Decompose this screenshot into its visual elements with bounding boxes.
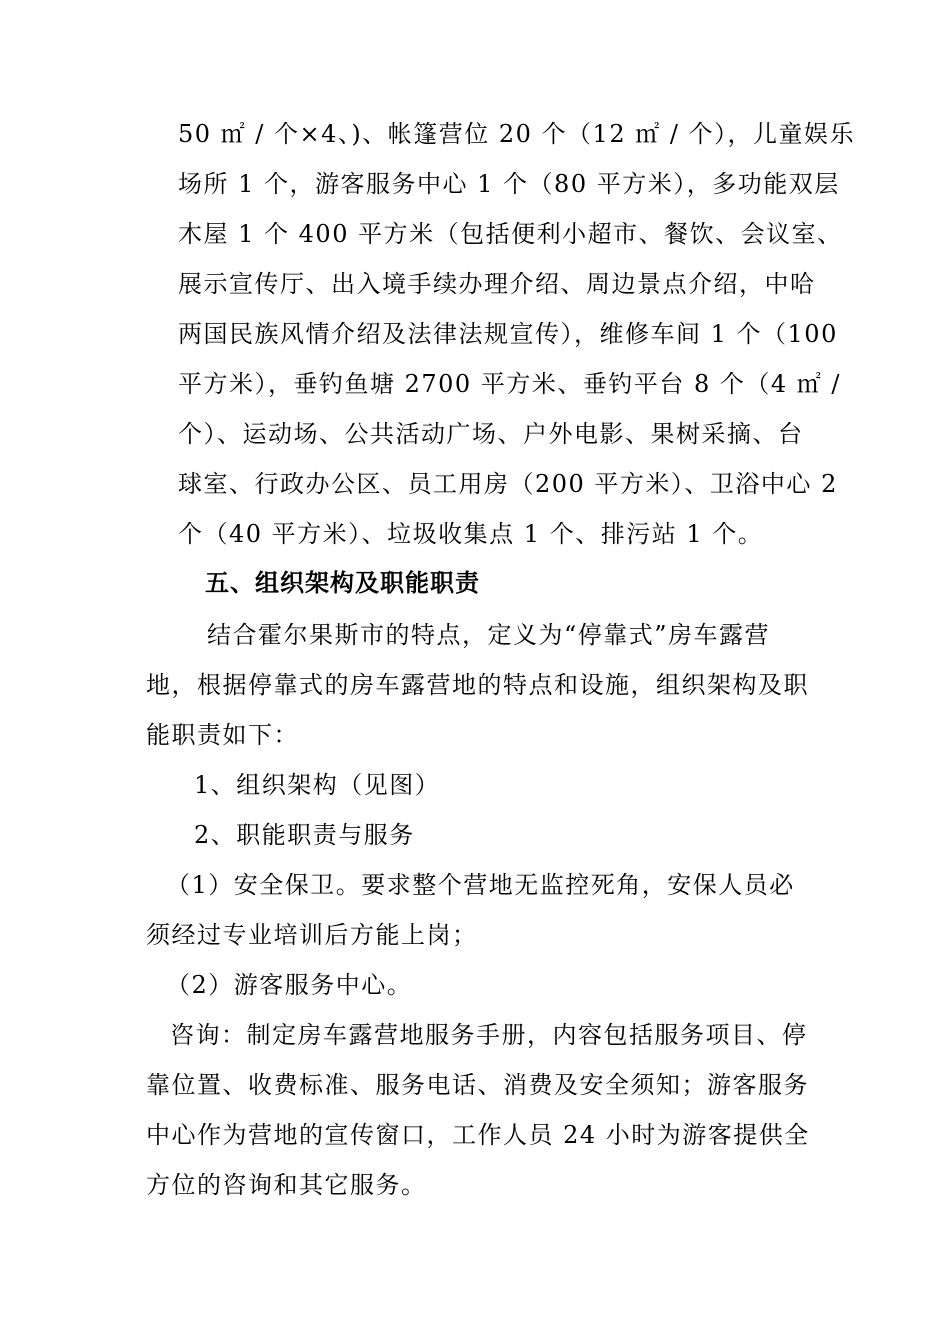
text-line: 能职责如下： xyxy=(146,721,299,749)
text-line: 两国民族风情介绍及法律法规宣传），维修车间 1 个（100 xyxy=(178,320,838,348)
text-line: （1）安全保卫。要求整个营地无监控死角，安保人员必 xyxy=(166,871,795,899)
text-line: 靠位置、收费标准、服务电话、消费及安全须知；游客服务 xyxy=(146,1071,809,1099)
text-line: 须经过专业培训后方能上岗； xyxy=(146,921,478,949)
text-line: 个（40 平方米）、垃圾收集点 1 个、排污站 1 个。 xyxy=(178,520,764,548)
text-line: 50 ㎡ / 个×4、)、帐篷营位 20 个（12 ㎡ / 个），儿童娱乐 xyxy=(178,120,856,148)
text-line: 场所 1 个，游客服务中心 1 个（80 平方米），多功能双层 xyxy=(178,170,840,198)
text-line: 平方米），垂钓鱼塘 2700 平方米、垂钓平台 8 个（4 ㎡ / xyxy=(178,370,841,398)
list-item-duties: 2、职能职责与服务 xyxy=(194,821,415,849)
text-line: 中心作为营地的宣传窗口，工作人员 24 小时为游客提供全 xyxy=(146,1121,810,1149)
text-line: 展示宣传厅、出入境手续办理介绍、周边景点介绍，中哈 xyxy=(178,270,816,298)
text-line: 个）、运动场、公共活动广场、户外电影、果树采摘、台 xyxy=(178,420,804,448)
text-line: 咨询：制定房车露营地服务手册，内容包括服务项目、停 xyxy=(170,1021,808,1049)
visitor-center-item: （2）游客服务中心。 xyxy=(166,971,413,999)
text-line: 木屋 1 个 400 平方米（包括便利小超市、餐饮、会议室、 xyxy=(178,220,843,248)
text-line: 结合霍尔果斯市的特点，定义为“停靠式”房车露营 xyxy=(207,621,771,649)
list-item-org-structure: 1、组织架构（见图） xyxy=(194,771,441,799)
section-heading: 五、组织架构及职能职责 xyxy=(205,569,480,597)
text-line: 地，根据停靠式的房车露营地的特点和设施，组织架构及职 xyxy=(146,671,809,699)
text-line: 方位的咨询和其它服务。 xyxy=(146,1171,427,1199)
text-line: 球室、行政办公区、员工用房（200 平方米）、卫浴中心 2 xyxy=(178,470,838,498)
